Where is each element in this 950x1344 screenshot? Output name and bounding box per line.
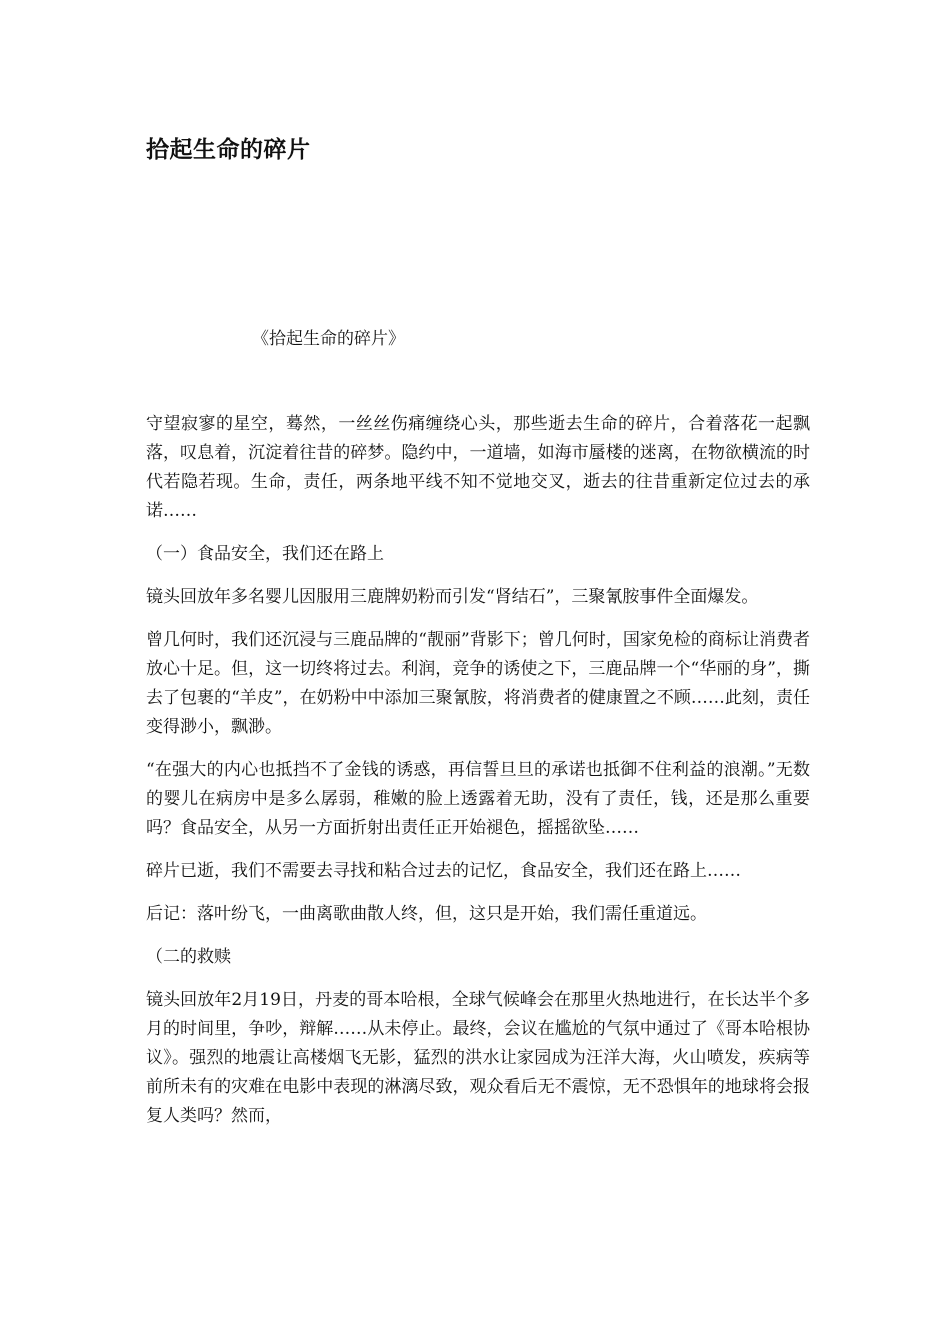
paragraph: 镜头回放年多名婴儿因服用三鹿牌奶粉而引发“肾结石”，三聚氰胺事件全面爆发。 xyxy=(146,587,759,607)
paragraph: “在强大的内心也抵挡不了金钱的诱惑，再信誓旦旦的承诺也抵御不住利益的浪潮。”无数的婴儿在病房中是多么孱弱，稚嫩的脸上透露着无助，没有了责任，钱，还是那么重要吗？食品安全，从另一方面折射出责任正开始褪色，摇摇欲坠…… xyxy=(146,760,810,838)
document-body xyxy=(146,410,810,1145)
paragraph-afterword: 后记：落叶纷飞，一曲离歌曲散人终，但，这只是开始，我们需任重道远。 xyxy=(146,904,707,924)
section-heading-2: （二的救赎 xyxy=(146,947,231,967)
document-subtitle: 《拾起生命的碎片》 xyxy=(252,329,405,349)
section-heading-1: （一）食品安全，我们还在路上 xyxy=(146,544,384,564)
document-title: 拾起生命的碎片 xyxy=(146,137,311,163)
paragraph: 曾几何时，我们还沉浸与三鹿品牌的“靓丽”背影下；曾几何时，国家免检的商标让消费者放心十足。但，这一切终将过去。利润，竞争的诱使之下，三鹿品牌一个“华丽的身”，撕去了包裹的“羊皮”，在奶粉中中添加三聚氰胺，将消费者的健康置之不顾……此刻，责任变得渺小，飘渺。 xyxy=(146,630,810,737)
paragraph: 碎片已逝，我们不需要去寻找和粘合过去的记忆，食品安全，我们还在路上…… xyxy=(146,861,741,881)
paragraph: 镜头回放年2月19日，丹麦的哥本哈根，全球气候峰会在那里火热地进行，在长达半个多月的时间里，争吵，辩解……从未停止。最终，会议在尴尬的气氛中通过了《哥本哈根协议》。强烈的地震让高楼烟飞无影，猛烈的洪水让家园成为汪洋大海，火山喷发，疾病等前所未有的灾难在电影中表现的淋漓尽致，观众看后无不震惊，无不恐惧年的地球将会报复人类吗？然而， xyxy=(146,990,810,1126)
paragraph-intro: 守望寂寥的星空，蓦然，一丝丝伤痛缠绕心头，那些逝去生命的碎片，合着落花一起飘落，叹息着，沉淀着往昔的碎梦。隐约中，一道墙，如海市蜃楼的迷离，在物欲横流的时代若隐若现。生命，责任，两条地平线不知不觉地交叉，逝去的往昔重新定位过去的承诺…… xyxy=(146,414,810,521)
